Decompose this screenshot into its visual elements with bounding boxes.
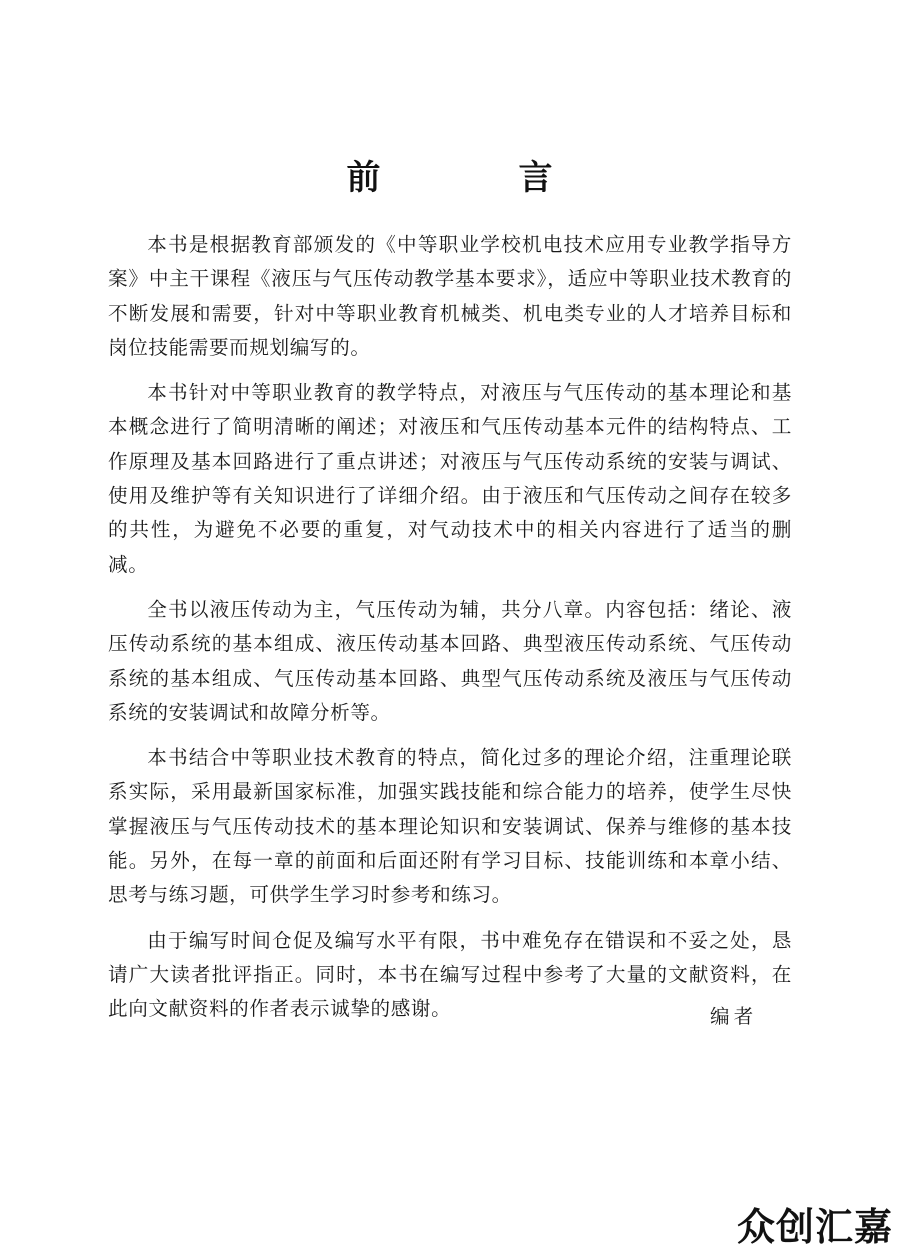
preface-body	[108, 228, 792, 1038]
watermark-logo: 众创汇嘉	[736, 1205, 893, 1249]
paragraph-5: 由于编写时间仓促及编写水平有限，书中难免存在错误和不妥之处，恳请广大读者批评指正。同时，本书在编写过程中参考了大量的文献资料，在此向文献资料的作者表示诚挚的感谢。	[108, 928, 792, 1021]
paragraph-2: 本书针对中等职业教育的教学特点，对液压与气压传动的基本理论和基本概念进行了简明清晰的阐述；对液压和气压传动基本元件的结构特点、工作原理及基本回路进行了重点讲述；对液压与气压传动系统的安装与调试、使用及维护等有关知识进行了详细介绍。由于液压和气压传动之间存在较多的共性，为避免不必要的重复，对气动技术中的相关内容进行了适当的删减。	[108, 381, 792, 576]
page-title: 前 言	[346, 158, 605, 198]
author-signature: 编者	[710, 1005, 758, 1028]
paragraph-1: 本书是根据教育部颁发的《中等职业学校机电技术应用专业教学指导方案》中主干课程《液压与气压传动教学基本要求》，适应中等职业技术教育的不断发展和需要，针对中等职业教育机械类、机电类专业的人才培养目标和岗位技能需要而规划编写的。	[108, 233, 792, 359]
paragraph-4: 本书结合中等职业技术教育的特点，简化过多的理论介绍，注重理论联系实际，采用最新国家标准，加强实践技能和综合能力的培养，使学生尽快掌握液压与气压传动技术的基本理论知识和安装调试、保养与维修的基本技能。另外，在每一章的前面和后面还附有学习目标、技能训练和本章小结、思考与练习题，可供学生学习时参考和练习。	[108, 746, 792, 907]
paragraph-3: 全书以液压传动为主，气压传动为辅，共分八章。内容包括：绪论、液压传动系统的基本组成、液压传动基本回路、典型液压传动系统、气压传动系统的基本组成、气压传动基本回路、典型气压传动系统及液压与气压传动系统的安装调试和故障分析等。	[108, 597, 792, 724]
